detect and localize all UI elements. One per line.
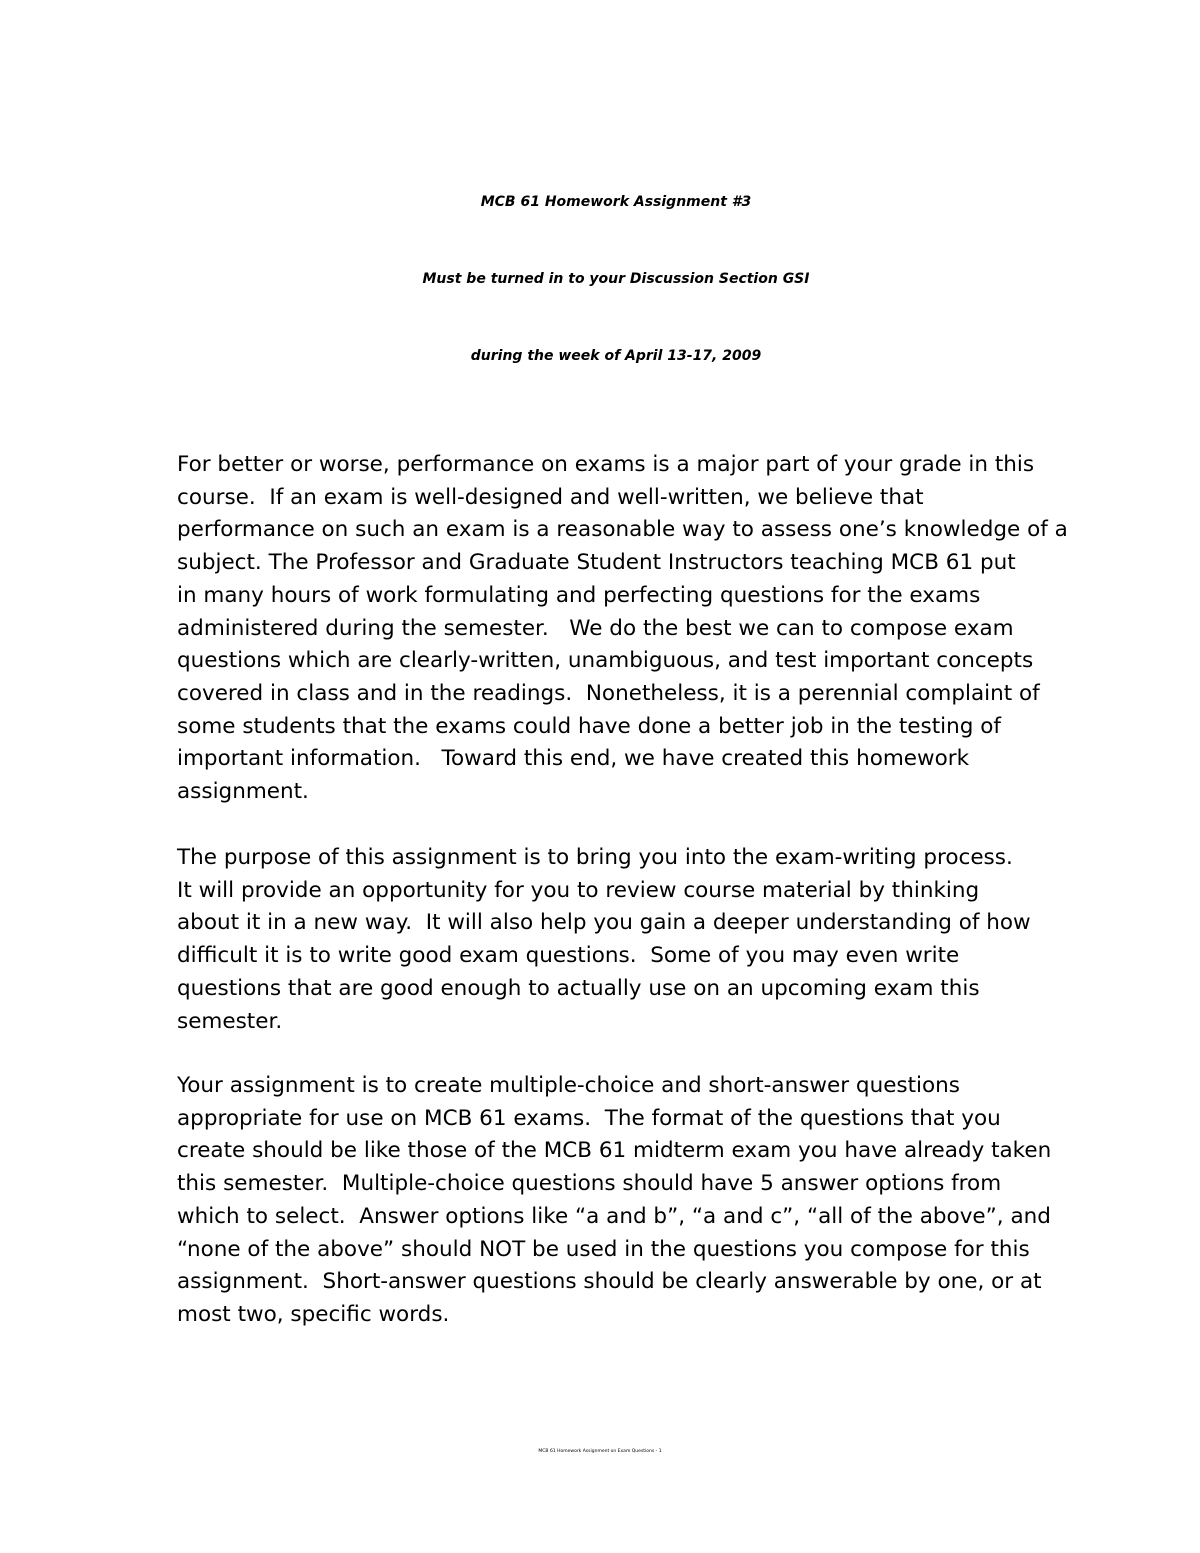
paragraph-line: assignment. Short-answer questions should be clearly answerable by one, or at [177,1269,1042,1295]
paragraph-line: questions that are good enough to actually use on an upcoming exam this [177,975,980,1001]
paragraph-line: about it in a new way. It will also help you gain a deeper understanding of how [177,910,1031,936]
paragraph-intro [177,449,1067,809]
paragraph-line: The purpose of this assignment is to bring you into the exam-writing process. [177,845,1013,870]
paragraph-purpose [177,842,1067,1038]
page-title: MCB 61 Homework Assignment #3 [480,194,752,210]
page-subtitle-turn-in: Must be turned in to your Discussion Section GSI [422,271,810,287]
paragraph-line: in many hours of work formulating and perfecting questions for the exams [177,582,981,608]
paragraph-line: administered during the semester. We do the best we can to compose exam [177,615,1014,641]
paragraph-line: important information. Toward this end, we have created this homework [177,746,970,772]
page-subtitle-due-date: during the week of April 13-17, 2009 [470,348,762,364]
page-footer: MCB 61 Homework Assignment on Exam Questions - 1 [538,1449,662,1454]
paragraph-line: “none of the above” should NOT be used in the questions you compose for this [177,1236,1030,1262]
paragraph-line: It will provide an opportunity for you to review course material by thinking [177,877,980,903]
paragraph-line: semester. [177,1008,283,1034]
paragraph-line: this semester. Multiple-choice questions should have 5 answer options from [177,1171,1002,1197]
paragraph-line: covered in class and in the readings. Nonetheless, it is a perennial complaint of [177,680,1040,706]
paragraph-line: which to select. Answer options like “a and b”, “a and c”, “all of the above”, and [177,1203,1051,1229]
paragraph-line: some students that the exams could have done a better job in the testing of [177,713,1001,739]
paragraph-line: questions which are clearly-written, unambiguous, and test important concepts [177,648,1034,674]
paragraph-line: course. If an exam is well-designed and well-written, we believe that [177,484,924,510]
paragraph-line: For better or worse, performance on exams is a major part of your grade in this [177,452,1035,477]
paragraph-line: performance on such an exam is a reasonable way to assess one’s knowledge of a [177,517,1068,543]
paragraph-line: assignment. [177,779,309,805]
paragraph-line: appropriate for use on MCB 61 exams. The format of the questions that you [177,1105,1001,1131]
paragraph-line: most two, specific words. [177,1301,450,1327]
paragraph-line: difficult it is to write good exam questions. Some of you may even write [177,943,960,969]
paragraph-line: create should be like those of the MCB 61 midterm exam you have already taken [177,1138,1052,1164]
paragraph-line: subject. The Professor and Graduate Student Instructors teaching MCB 61 put [177,550,1016,576]
paragraph-assignment [177,1070,1067,1332]
paragraph-line: Your assignment is to create multiple-choice and short-answer questions [177,1073,961,1098]
